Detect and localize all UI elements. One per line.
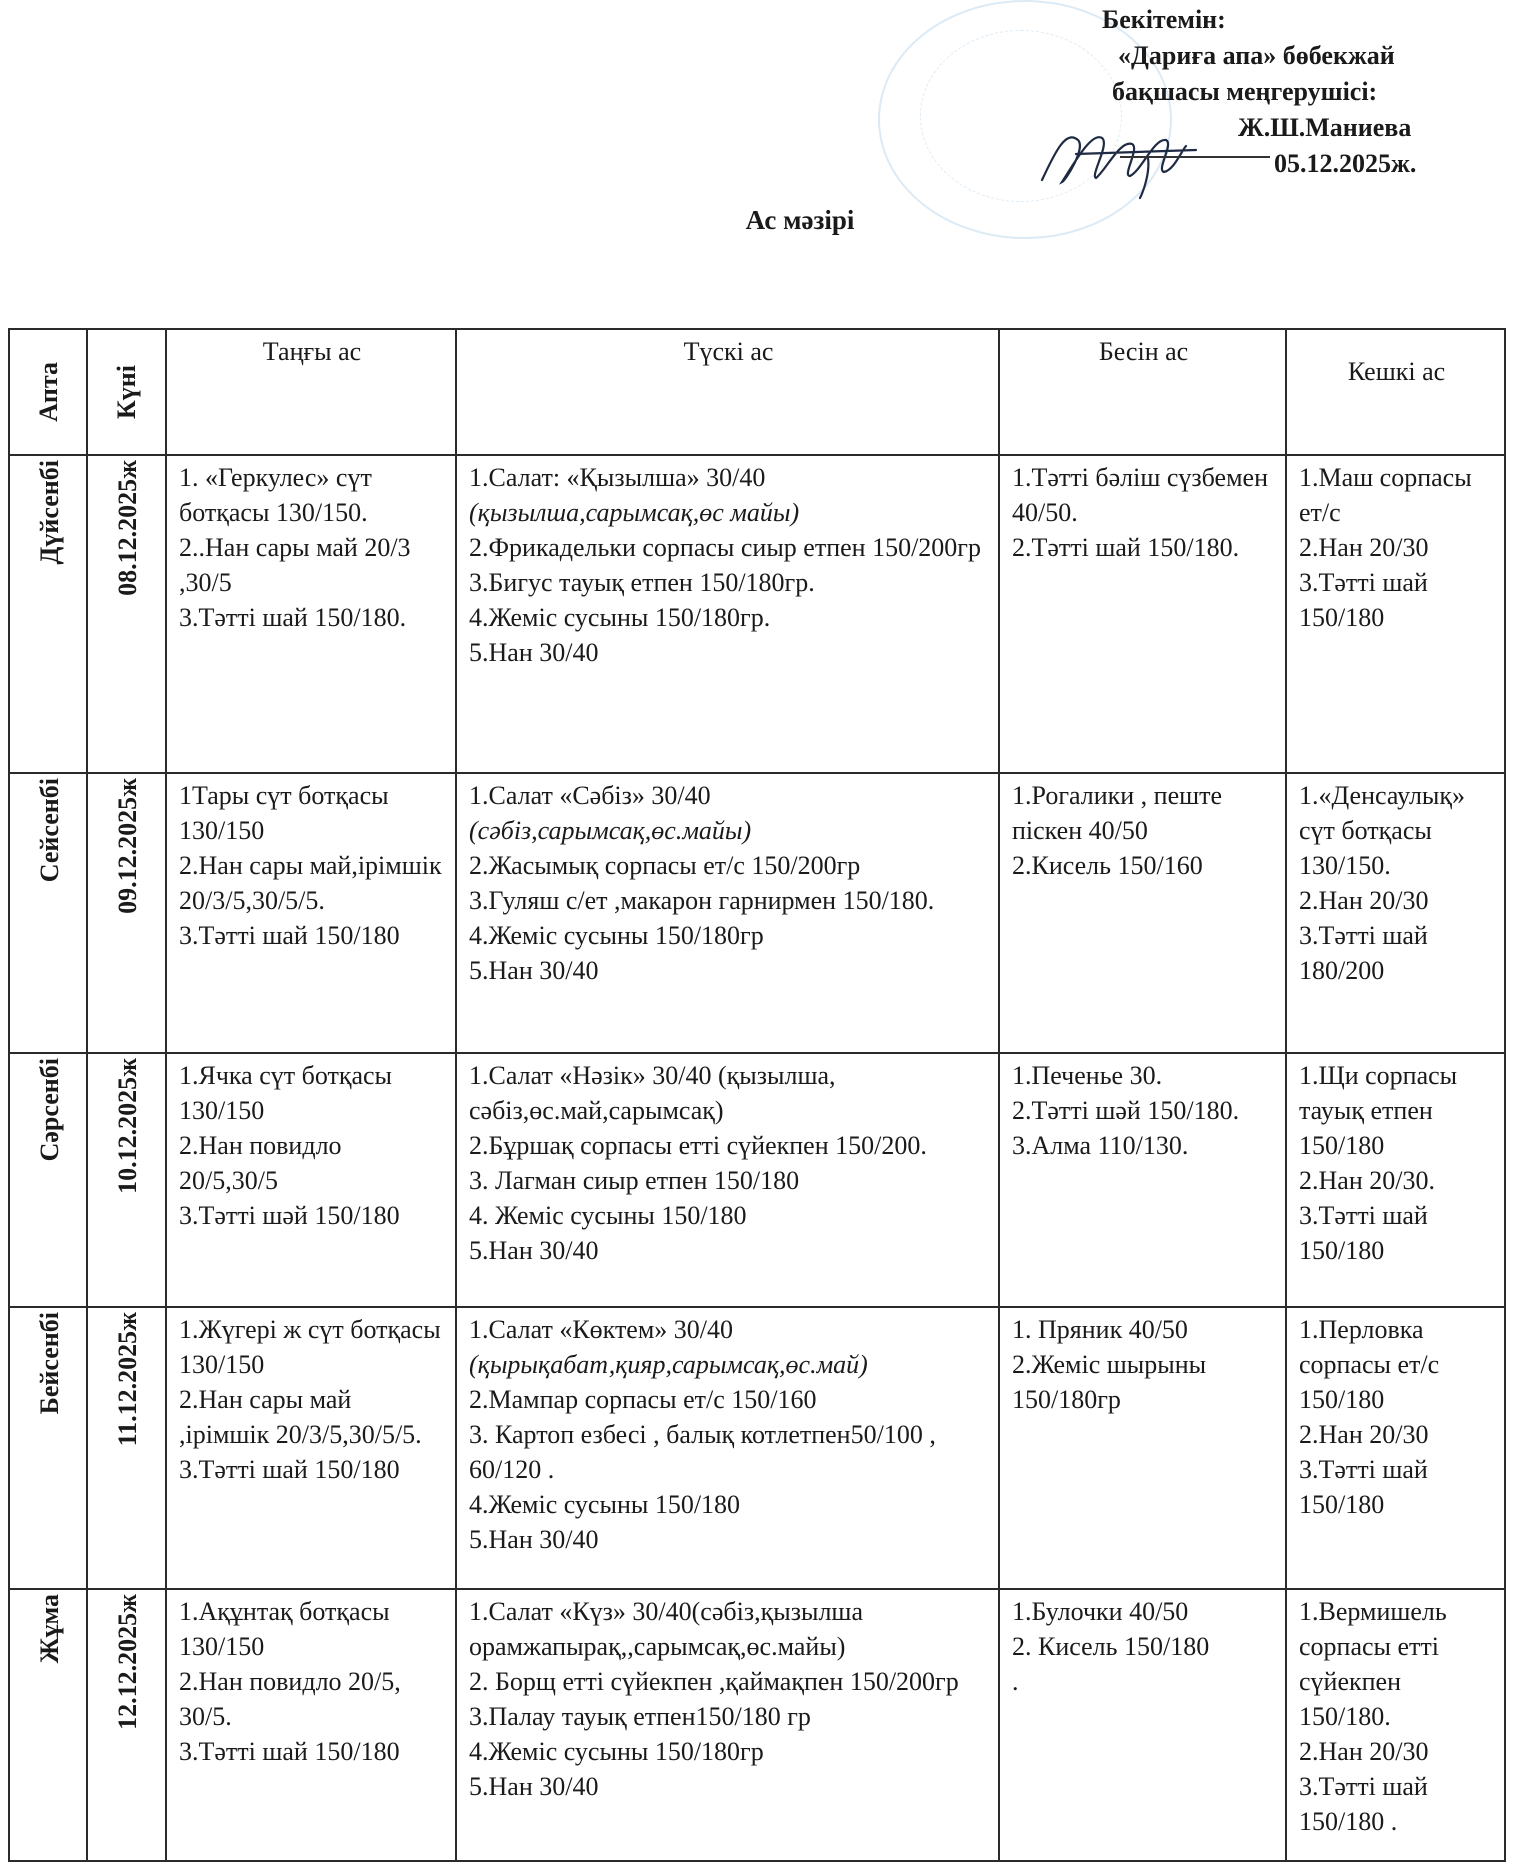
menu-item: . — [1012, 1667, 1019, 1696]
menu-item: 3.Палау тауық етпен150/180 гр — [469, 1702, 811, 1731]
snack-cell — [999, 773, 1286, 1053]
menu-item: 2. Кисель 150/180 — [1012, 1632, 1210, 1661]
date-cell: 09.12.2025ж — [87, 773, 166, 1053]
menu-item: 2.Нан 20/30 — [1299, 1737, 1429, 1766]
date-cell: 08.12.2025ж — [87, 455, 166, 773]
lunch-cell — [456, 773, 999, 1053]
menu-item: 3.Алма 110/130. — [1012, 1131, 1189, 1160]
dinner-cell — [1286, 1589, 1505, 1861]
menu-item: 2.Тәтті шәй 150/180. — [1012, 1096, 1240, 1125]
menu-item: 3.Тәтті шәй 150/180 — [179, 1201, 400, 1230]
menu-item: 3.Бигус тауық етпен 150/180гр. — [469, 568, 815, 597]
menu-item: 2.Жеміс шырыны 150/180гр — [1012, 1350, 1207, 1414]
menu-item: 1.Салат «Сәбіз» 30/40 — [469, 781, 711, 810]
menu-item: 5.Нан 30/40 — [469, 1772, 599, 1801]
menu-item: (қырықабат,қияр,сарымсақ,өс.май) — [469, 1350, 868, 1379]
menu-item: 1.Салат: «Қызылша» 30/40 — [469, 463, 766, 492]
menu-day-row — [9, 1307, 1505, 1589]
dinner-cell — [1286, 455, 1505, 773]
menu-day-row — [9, 455, 1505, 773]
menu-item: 1.Рогалики , пеште піскен 40/50 — [1012, 781, 1223, 845]
menu-item: 3.Тәтті шай 150/180 . — [1299, 1772, 1428, 1836]
handwritten-signature — [1036, 110, 1268, 200]
menu-item: 2..Нан сары май 20/3 ,30/5 — [179, 533, 411, 597]
menu-item: 1.Салат «Күз» 30/40(сәбіз,қызылша орамжапырақ,,сарымсақ,өс.майы) — [469, 1597, 863, 1661]
breakfast-cell — [166, 1589, 456, 1861]
menu-item: 2.Кисель 150/160 — [1012, 851, 1203, 880]
dinner-cell — [1286, 1307, 1505, 1589]
menu-item: 2.Бұршақ сорпасы етті сүйекпен 150/200. — [469, 1131, 927, 1160]
breakfast-cell — [166, 1307, 456, 1589]
breakfast-cell — [166, 1053, 456, 1307]
menu-item: 1.Маш сорпасы ет/с — [1299, 463, 1472, 527]
approval-institution: «Дариға апа» бөбекжай — [1118, 41, 1395, 70]
menu-item: 3. Лагман сиыр етпен 150/180 — [469, 1166, 800, 1195]
header-week: Апта — [9, 329, 87, 455]
menu-day-row — [9, 1589, 1505, 1861]
menu-item: 2.Нан 20/30 — [1299, 533, 1429, 562]
lunch-cell — [456, 1307, 999, 1589]
date-cell: 10.12.2025ж — [87, 1053, 166, 1307]
menu-item: 1.Ячка сүт ботқасы 130/150 — [179, 1061, 393, 1125]
weekday-cell: Дүйсенбі — [9, 455, 87, 773]
menu-item: 1. Пряник 40/50 — [1012, 1315, 1188, 1344]
weekday-cell: Бейсенбі — [9, 1307, 87, 1589]
menu-item: 1.Ақұнтақ ботқасы 130/150 — [179, 1597, 390, 1661]
weekday-cell: Сейсенбі — [9, 773, 87, 1053]
menu-item: 3.Гуляш с/ет ,макарон гарнирмен 150/180. — [469, 886, 935, 915]
menu-item: 3.Тәтті шай 150/180 — [179, 1737, 400, 1766]
snack-cell — [999, 1053, 1286, 1307]
menu-item: 2.Нан 20/30 — [1299, 886, 1429, 915]
header-lunch: Түскі ас — [456, 329, 999, 455]
menu-item: 4.Жеміс сусыны 150/180гр. — [469, 603, 771, 632]
menu-item: (қызылша,сарымсақ,өс майы) — [469, 498, 800, 527]
lunch-cell — [456, 1589, 999, 1861]
weekly-menu-table — [8, 328, 1506, 1862]
menu-item: 3.Тәтті шай 150/180 — [1299, 1455, 1428, 1519]
menu-item: 2.Жасымық сорпасы ет/с 150/200гр — [469, 851, 861, 880]
menu-item: 3. Картоп езбесі , балық котлетпен50/100 , 60/120 . — [469, 1420, 936, 1484]
table-header-row — [9, 329, 1505, 455]
menu-item: 5.Нан 30/40 — [469, 1236, 599, 1265]
weekday-cell: Сәрсенбі — [9, 1053, 87, 1307]
snack-cell — [999, 1307, 1286, 1589]
menu-item: 1.Печенье 30. — [1012, 1061, 1163, 1090]
menu-item: 3.Тәтті шай 150/180 — [1299, 568, 1428, 632]
page-title: Ас мәзірі — [745, 205, 855, 235]
header-breakfast: Таңғы ас — [166, 329, 456, 455]
menu-item: 3.Тәтті шай 150/180 — [179, 921, 400, 950]
menu-item: 5.Нан 30/40 — [469, 638, 599, 667]
menu-item: 4. Жеміс сусыны 150/180 — [469, 1201, 747, 1230]
menu-item: 3.Тәтті шай 150/180. — [179, 603, 407, 632]
breakfast-cell — [166, 455, 456, 773]
menu-item: 5.Нан 30/40 — [469, 1525, 599, 1554]
header-dinner: Кешкі ас — [1286, 329, 1505, 455]
menu-item: 4.Жеміс сусыны 150/180 — [469, 1490, 741, 1519]
date-cell: 12.12.2025ж — [87, 1589, 166, 1861]
menu-item: 2.Нан сары май ,ірімшік 20/3/5,30/5/5. — [179, 1385, 422, 1449]
menu-item: 1.Салат «Нәзік» 30/40 (қызылша, сәбіз,өс.май,сарымсақ) — [469, 1061, 836, 1125]
approval-title: Бекітемін: — [1102, 5, 1226, 34]
lunch-cell — [456, 455, 999, 773]
dinner-cell — [1286, 773, 1505, 1053]
menu-item: 2.Нан повидло 20/5,30/5 — [179, 1131, 342, 1195]
menu-day-row — [9, 1053, 1505, 1307]
menu-item: 2.Нан повидло 20/5, 30/5. — [179, 1667, 401, 1731]
menu-item: 1.Вермишель сорпасы етті сүйекпен 150/180. — [1299, 1597, 1447, 1731]
header-day: Күні — [87, 329, 166, 455]
menu-item: 1.Щи сорпасы тауық етпен 150/180 — [1299, 1061, 1458, 1160]
menu-item: 2.Фрикадельки сорпасы сиыр етпен 150/200гр — [469, 533, 981, 562]
signature-line — [1120, 156, 1270, 158]
breakfast-cell — [166, 773, 456, 1053]
snack-cell — [999, 455, 1286, 773]
menu-item: 1. «Геркулес» сүт ботқасы 130/150. — [179, 463, 372, 527]
menu-item: 1Тары сүт ботқасы 130/150 — [179, 781, 389, 845]
menu-item: 4.Жеміс сусыны 150/180гр — [469, 921, 764, 950]
menu-item: 1.Жүгері ж сүт ботқасы 130/150 — [179, 1315, 441, 1379]
menu-item: 2.Тәтті шай 150/180. — [1012, 533, 1240, 562]
lunch-cell — [456, 1053, 999, 1307]
menu-item: 1.Перловка сорпасы ет/с 150/180 — [1299, 1315, 1440, 1414]
date-cell: 11.12.2025ж — [87, 1307, 166, 1589]
approval-position: бақшасы меңгерушісі: — [1112, 77, 1378, 106]
menu-item: 5.Нан 30/40 — [469, 956, 599, 985]
menu-item: 2.Мампар сорпасы ет/с 150/160 — [469, 1385, 817, 1414]
dinner-cell — [1286, 1053, 1505, 1307]
menu-item: 3.Тәтті шай 150/180 — [179, 1455, 400, 1484]
menu-item: 4.Жеміс сусыны 150/180гр — [469, 1737, 764, 1766]
approval-name: Ж.Ш.Маниева — [1238, 113, 1412, 142]
menu-item: 2. Борщ етті сүйекпен ,қаймақпен 150/200гр — [469, 1667, 959, 1696]
menu-item: 2.Нан 20/30. — [1299, 1166, 1435, 1195]
menu-day-row — [9, 773, 1505, 1053]
menu-item: 2.Нан сары май,ірімшік 20/3/5,30/5/5. — [179, 851, 442, 915]
menu-item: 3.Тәтті шай 180/200 — [1299, 921, 1428, 985]
menu-item: 1.Салат «Көктем» 30/40 — [469, 1315, 734, 1344]
header-snack: Бесін ас — [999, 329, 1286, 455]
menu-item: 1.Тәтті бәліш сүзбемен 40/50. — [1012, 463, 1269, 527]
approval-date: 05.12.2025ж. — [1274, 149, 1417, 178]
menu-item: 1.«Денсаулық» сүт ботқасы 130/150. — [1299, 781, 1466, 880]
menu-item: (сәбіз,сарымсақ,өс.майы) — [469, 816, 752, 845]
menu-item: 1.Булочки 40/50 — [1012, 1597, 1189, 1626]
menu-item: 2.Нан 20/30 — [1299, 1420, 1429, 1449]
menu-item: 3.Тәтті шай 150/180 — [1299, 1201, 1428, 1265]
snack-cell — [999, 1589, 1286, 1861]
weekday-cell: Жұма — [9, 1589, 87, 1861]
